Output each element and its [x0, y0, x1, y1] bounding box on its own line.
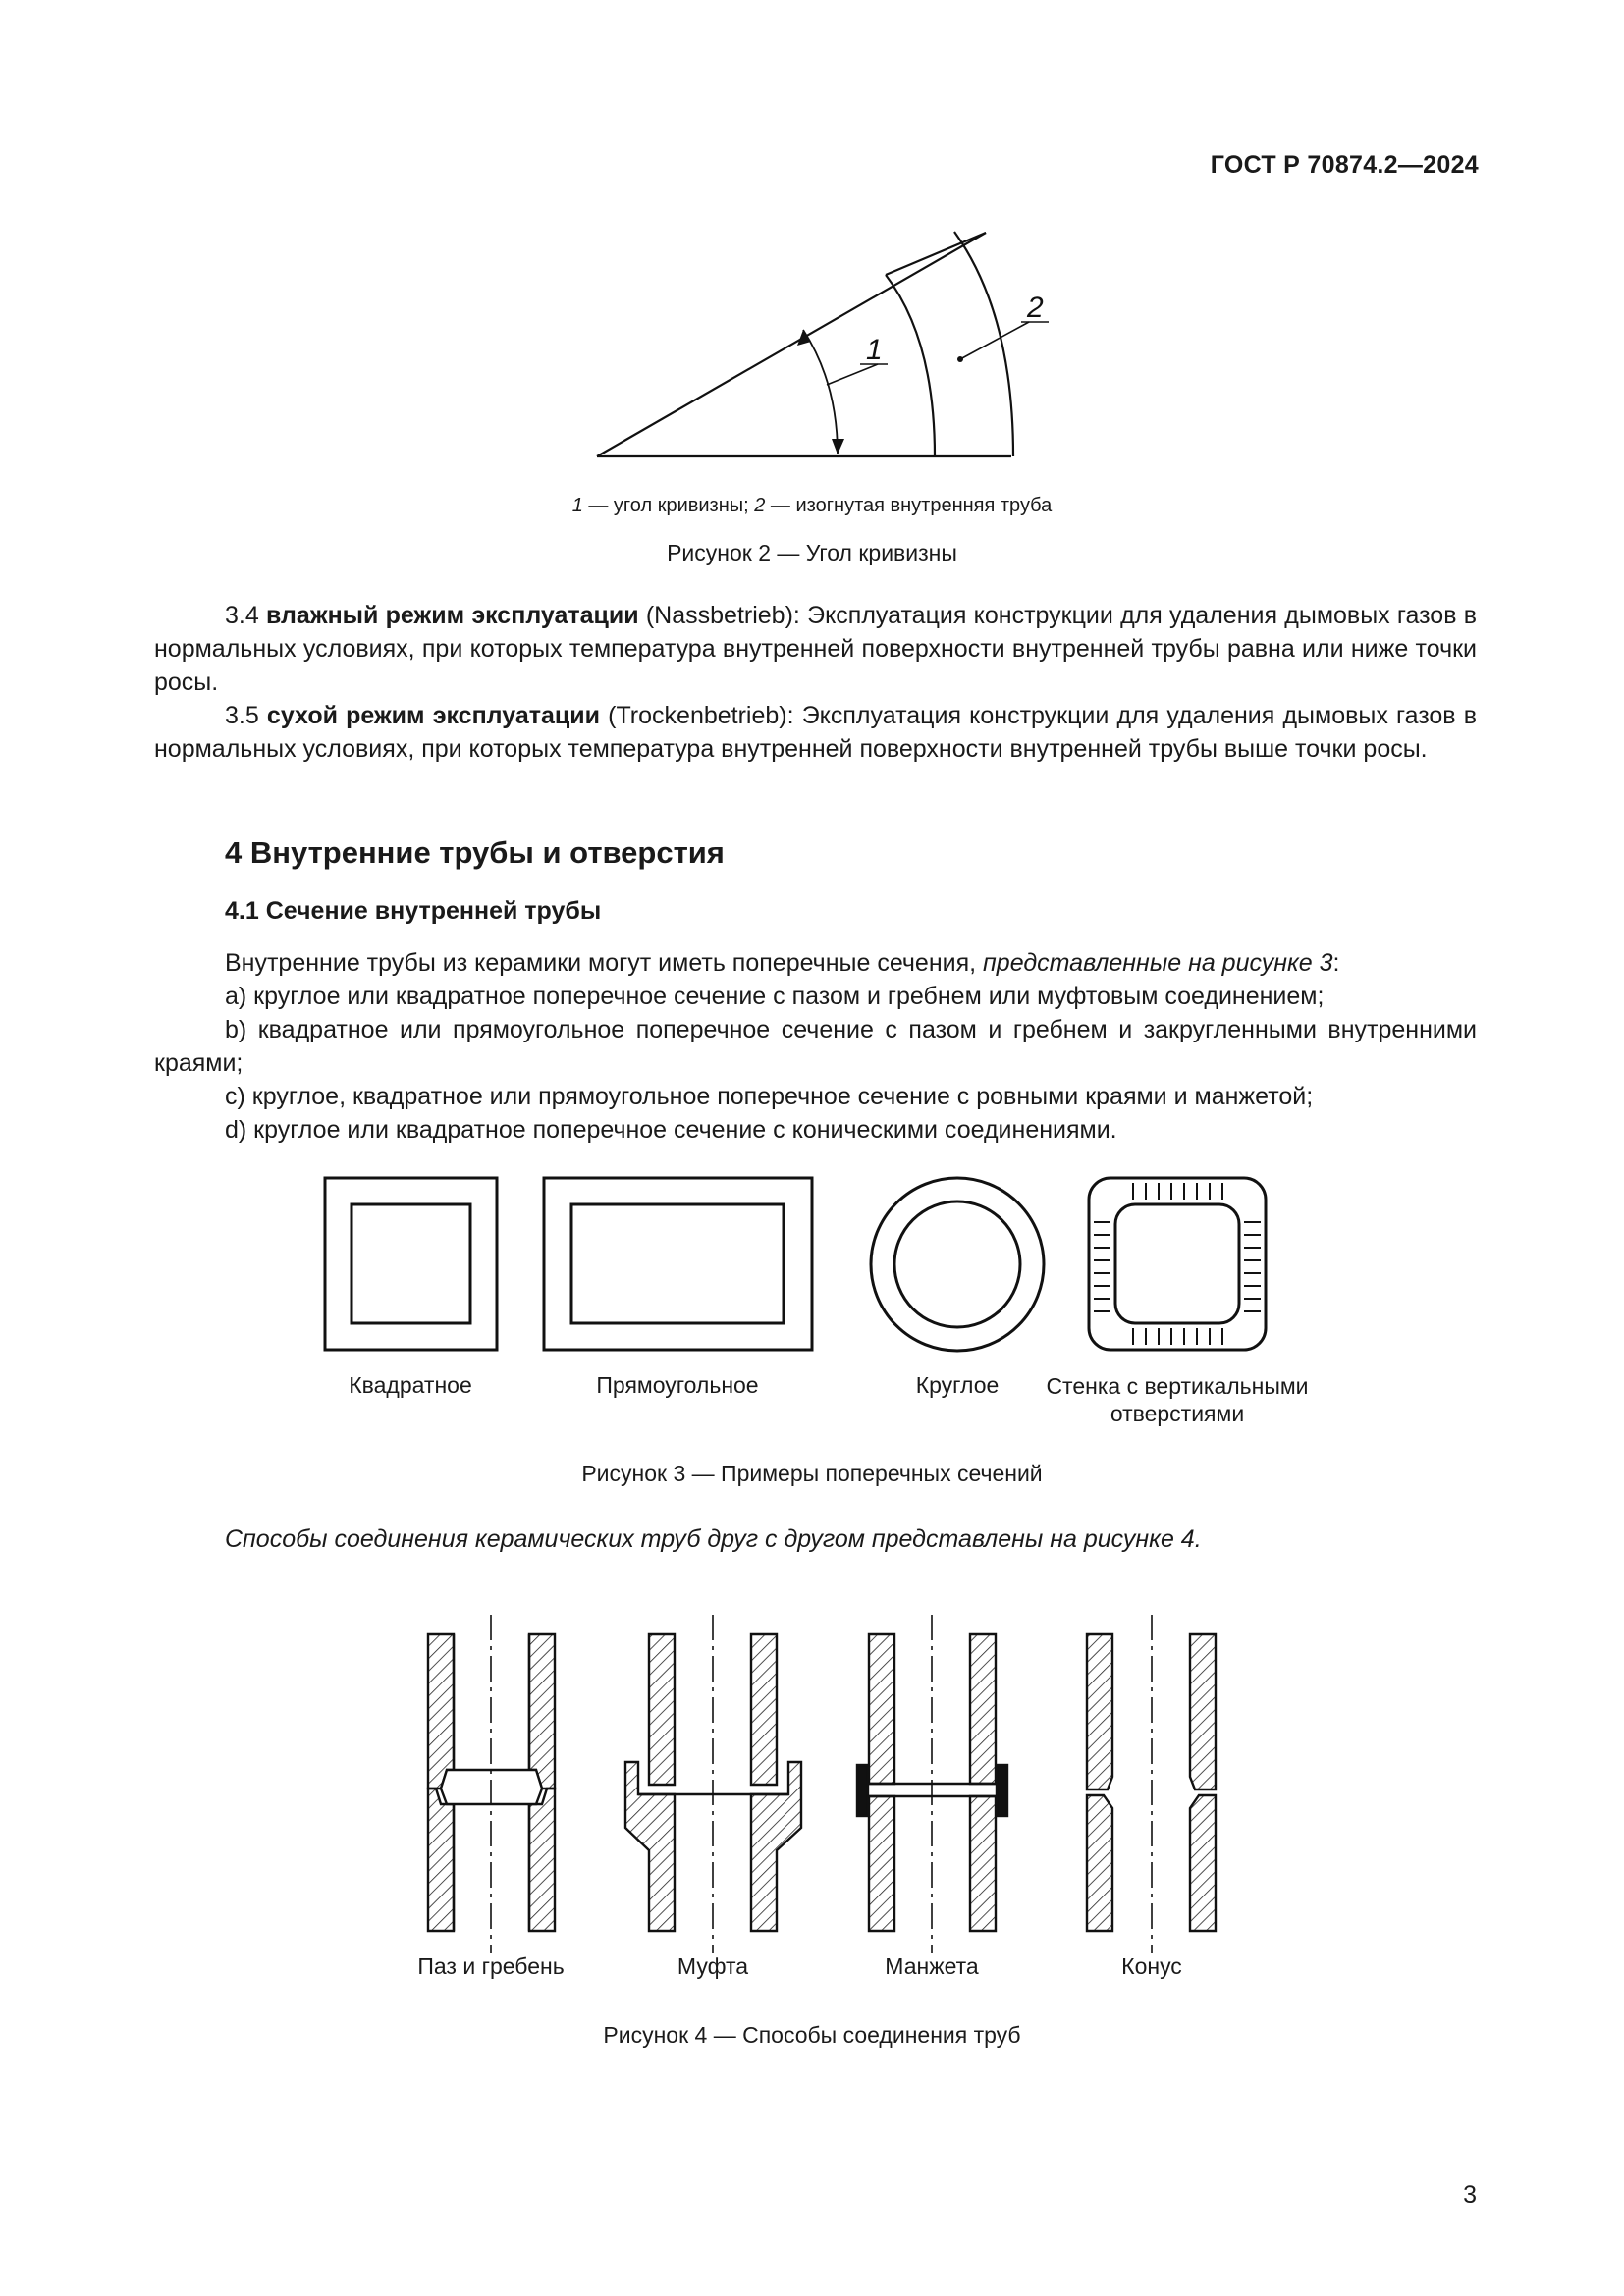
legend-num-2: 2 — [754, 495, 766, 516]
clause-3-5-term: сухой режим эксплуатации — [266, 702, 600, 729]
fig4-label-cuff: Манжета — [885, 1953, 979, 1979]
section-4-1-heading: 4.1 Сечение внутренней трубы — [225, 897, 602, 925]
clause-3-5-number: 3.5 — [225, 702, 267, 729]
page-number: 3 — [1463, 2181, 1477, 2209]
document-code: ГОСТ Р 70874.2—2024 — [1210, 151, 1479, 179]
clause-3-4-text: (Nassbetrieb): Эксплуатация конструкции для удаления дымовых газов в нормальных условиях, при которых температура внутренней поверхности внутренней трубы равна или ниже точки росы. — [154, 602, 1478, 696]
clause-3-4-term: влажный режим эксплуатации — [266, 602, 639, 629]
section-4-heading: 4 Внутренние трубы и отверстия — [225, 835, 725, 870]
joint-cone — [1087, 1615, 1216, 1953]
figure3-caption: Рисунок 3 — Примеры поперечных сечений — [581, 1461, 1043, 1486]
fig2-label-1: 1 — [866, 334, 883, 366]
intro-text: Внутренние трубы из керамики могут иметь поперечные сечения, — [225, 949, 984, 977]
joint-coupling — [625, 1615, 801, 1953]
joint-tongue-groove — [428, 1615, 555, 1953]
legend-text-1: — угол кривизны; — [582, 495, 755, 516]
intro-end: : — [1332, 949, 1340, 977]
fig4-label-tongue-groove: Паз и гребень — [417, 1953, 565, 1979]
legend-num-1: 1 — [571, 495, 583, 516]
figure4-caption: Рисунок 4 — Способы соединения труб — [603, 2022, 1021, 2048]
intro-italic: представленные на рисунке 3 — [983, 949, 1333, 977]
clause-3-5-text: (Trockenbetrieb): Эксплуатация конструкции для удаления дымовых газов в нормальных условиях, при которых температура внутренней поверхности внутренней трубы выше точки росы. — [154, 702, 1478, 763]
fig3-label-square: Квадратное — [349, 1372, 472, 1398]
legend-text-2: — изогнутая внутренняя труба — [765, 495, 1053, 516]
fig3-label-rect: Прямоугольное — [596, 1372, 759, 1398]
joint-methods-sentence: Способы соединения керамических труб друг с другом представлены на рисунке 4. — [225, 1525, 1202, 1553]
fig4-label-coupling: Муфта — [677, 1953, 749, 1979]
list-item-d: d) круглое или квадратное поперечное сечение с коническими соединениями. — [225, 1116, 1117, 1144]
fig3-label-holes: Стенка с вертикальными отверстиями — [1046, 1373, 1309, 1426]
joint-cuff — [857, 1615, 1007, 1953]
list-item-c: c) круглое, квадратное или прямоугольное поперечное сечение с ровными краями и манжетой; — [225, 1083, 1314, 1110]
list-item-a: a) круглое или квадратное поперечное сечение с пазом и гребнем или муфтовым соединением; — [225, 983, 1325, 1010]
fig4-label-cone: Конус — [1121, 1953, 1182, 1979]
fig2-label-2: 2 — [1027, 292, 1044, 324]
figure2-caption: Рисунок 2 — Угол кривизны — [667, 540, 957, 565]
fig3-label-round: Круглое — [915, 1372, 1000, 1398]
clause-3-4-number: 3.4 — [225, 602, 267, 629]
list-item-b: b) квадратное или прямоугольное поперечное сечение с пазом и гребнем и закругленными внутренними краями; — [154, 1016, 1477, 1077]
